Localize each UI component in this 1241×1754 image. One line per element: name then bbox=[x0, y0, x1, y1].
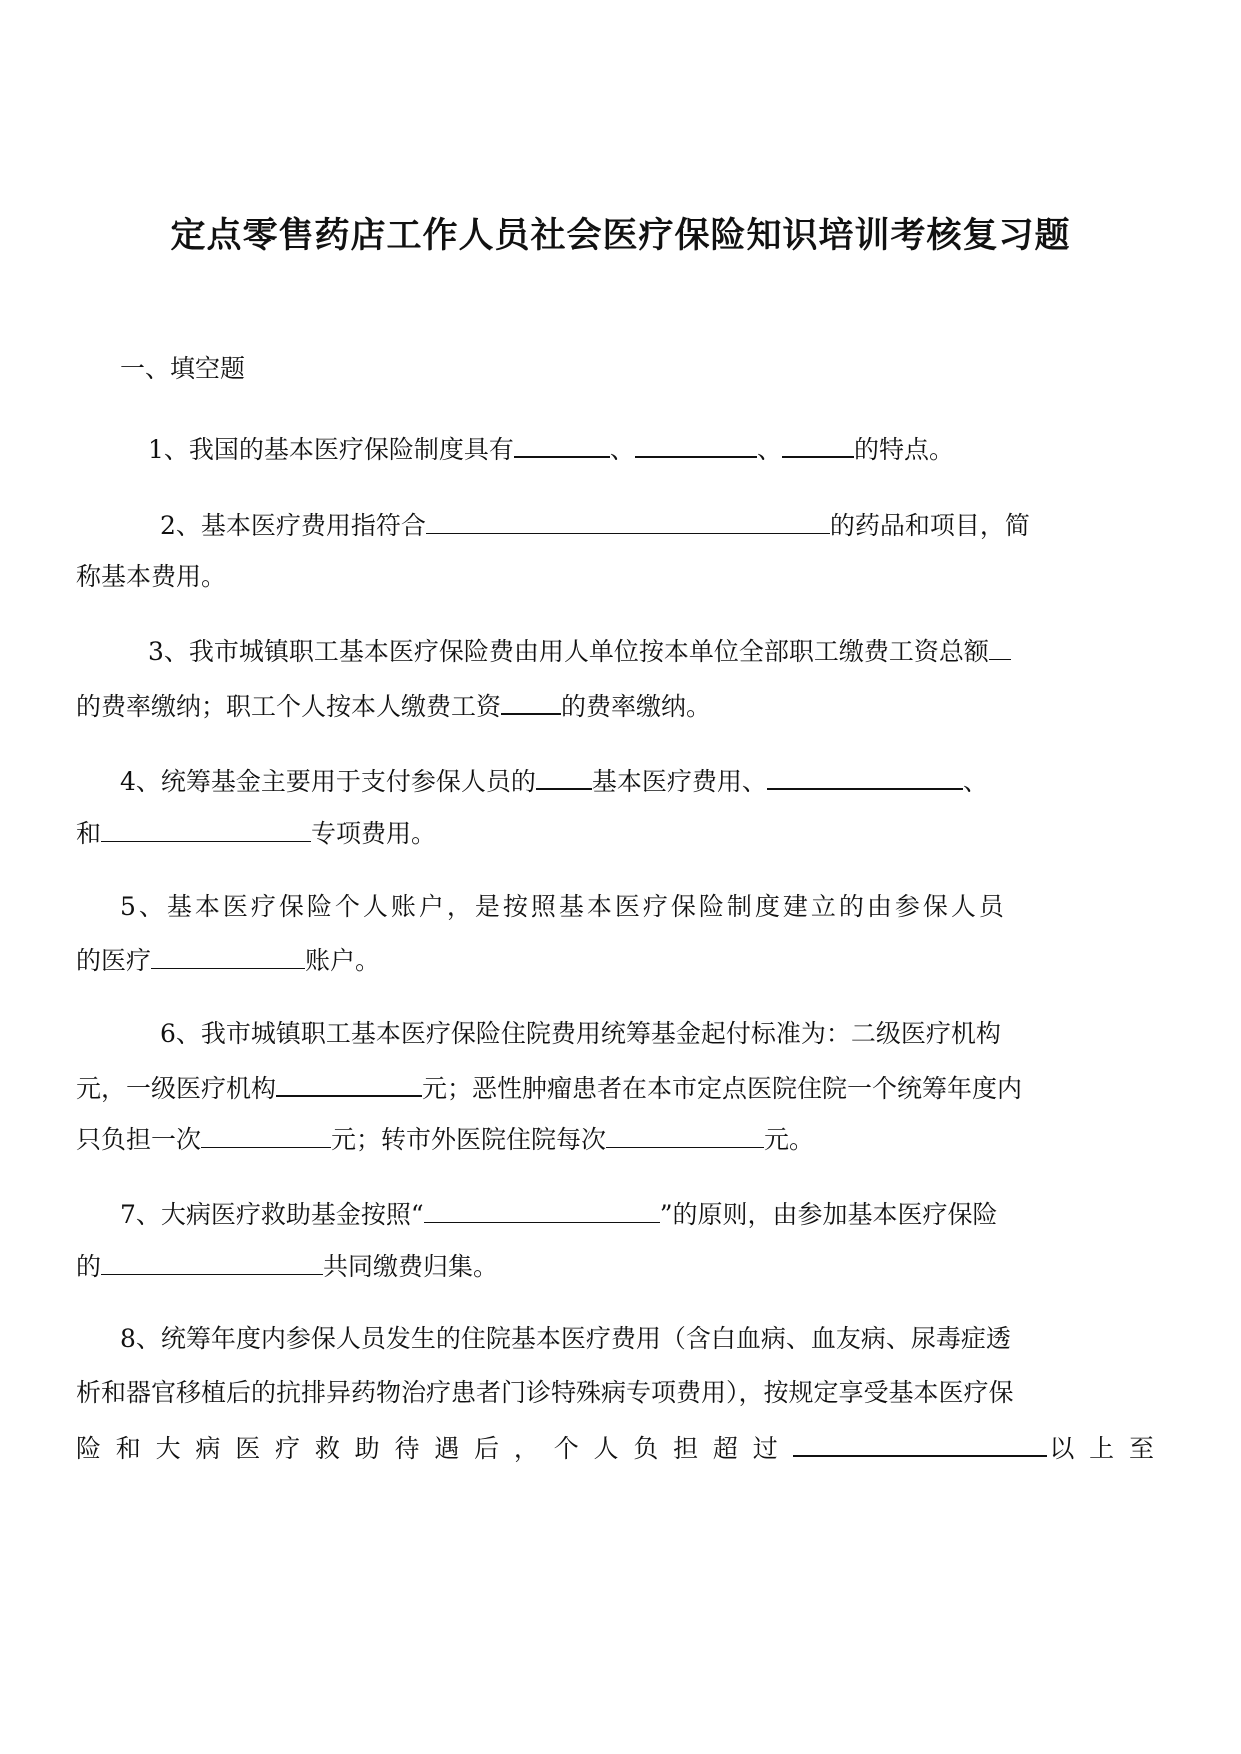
question-4 bbox=[120, 762, 1210, 799]
q8-text-c: 险和大病医疗救助待遇后，个人负担超过 bbox=[76, 1434, 793, 1463]
document-title: 定点零售药店工作人员社会医疗保险知识培训考核复习题 bbox=[170, 216, 1071, 256]
q1-blank-1[interactable] bbox=[514, 430, 610, 458]
q6-text-e: 元；转市外医院住院每次 bbox=[331, 1125, 607, 1154]
question-6-line-3 bbox=[76, 1121, 1166, 1157]
question-4-continued bbox=[76, 815, 1166, 851]
question-7-continued bbox=[76, 1248, 1166, 1284]
question-6: 6、我市城镇职工基本医疗保险住院费用统筹基金起付标准为：二级医疗机构 bbox=[160, 1019, 1001, 1048]
q6-blank-2[interactable] bbox=[201, 1121, 331, 1148]
q5-text-c: 账户。 bbox=[305, 946, 381, 975]
q5-text-b: 的医疗 bbox=[76, 946, 152, 975]
q6-text-c: 元；恶性肿瘤患者在本市定点医院住院一个统筹年度内 bbox=[422, 1074, 1023, 1103]
q7-text-b: ”的原则，由参加基本医疗保险 bbox=[659, 1200, 998, 1229]
question-8-line-3 bbox=[76, 1429, 1166, 1466]
q2-text-a: 2、基本医疗费用指符合 bbox=[160, 511, 426, 540]
q4-text-a: 4、统筹基金主要用于支付参保人员的 bbox=[120, 767, 536, 796]
question-2-continued: 称基本费用。 bbox=[76, 562, 227, 591]
q4-blank-3[interactable] bbox=[101, 815, 311, 842]
question-3-continued bbox=[76, 687, 1166, 724]
q2-text-b: 的药品和项目，简 bbox=[829, 511, 1030, 540]
q4-text-d: 和 bbox=[76, 819, 102, 848]
q6-blank-3[interactable] bbox=[606, 1121, 764, 1148]
question-1 bbox=[148, 430, 1238, 467]
q5-blank-1[interactable] bbox=[151, 942, 305, 969]
q8-text-d: 以上至 bbox=[1046, 1434, 1166, 1463]
q7-text-a: 7、大病医疗救助基金按照“ bbox=[120, 1200, 424, 1229]
q7-text-c: 的 bbox=[76, 1252, 102, 1281]
q1-text-b: 、 bbox=[609, 435, 635, 464]
q4-text-b: 基本医疗费用、 bbox=[591, 767, 767, 796]
q1-blank-2[interactable] bbox=[635, 430, 757, 458]
q3-blank-1[interactable] bbox=[989, 633, 1011, 660]
q7-blank-2[interactable] bbox=[101, 1248, 323, 1275]
question-6-line-2 bbox=[76, 1069, 1166, 1106]
section-heading: 一、填空题 bbox=[120, 354, 246, 383]
question-8-line-2: 析和器官移植后的抗排异药物治疗患者门诊特殊病专项费用），按规定享受基本医疗保 bbox=[76, 1378, 1014, 1407]
q1-text-c: 、 bbox=[756, 435, 782, 464]
question-3 bbox=[148, 633, 1238, 669]
q1-text-a: 1、我国的基本医疗保险制度具有 bbox=[148, 435, 514, 464]
q3-blank-2[interactable] bbox=[501, 687, 561, 715]
q4-text-c: 、 bbox=[962, 767, 988, 796]
q8-blank-1[interactable] bbox=[793, 1429, 1047, 1457]
q4-text-e: 专项费用。 bbox=[311, 819, 437, 848]
q6-text-d: 只负担一次 bbox=[76, 1125, 202, 1154]
q1-text-d: 的特点。 bbox=[853, 435, 954, 464]
q7-text-d: 共同缴费归集。 bbox=[323, 1252, 499, 1281]
q2-blank-1[interactable] bbox=[426, 507, 830, 534]
q6-text-f: 元。 bbox=[764, 1125, 815, 1154]
q3-text-c: 的费率缴纳。 bbox=[561, 692, 712, 721]
q6-blank-1[interactable] bbox=[276, 1069, 422, 1097]
question-2 bbox=[160, 507, 1241, 543]
question-8: 8、统筹年度内参保人员发生的住院基本医疗费用（含白血病、血友病、尿毒症透 bbox=[120, 1324, 1011, 1353]
question-5: 5、基本医疗保险个人账户，是按照基本医疗保险制度建立的由参保人员 bbox=[120, 892, 1007, 921]
q3-text-a: 3、我市城镇职工基本医疗保险费由用人单位按本单位全部职工缴费工资总额 bbox=[148, 637, 989, 666]
q3-text-b: 的费率缴纳；职工个人按本人缴费工资 bbox=[76, 692, 502, 721]
q4-blank-1[interactable] bbox=[536, 762, 592, 790]
question-5-continued bbox=[76, 942, 1166, 978]
q7-blank-1[interactable] bbox=[424, 1196, 660, 1223]
question-7 bbox=[120, 1196, 1210, 1232]
q1-blank-3[interactable] bbox=[782, 430, 854, 458]
q6-text-b: 元，一级医疗机构 bbox=[76, 1074, 277, 1103]
q4-blank-2[interactable] bbox=[767, 762, 963, 790]
